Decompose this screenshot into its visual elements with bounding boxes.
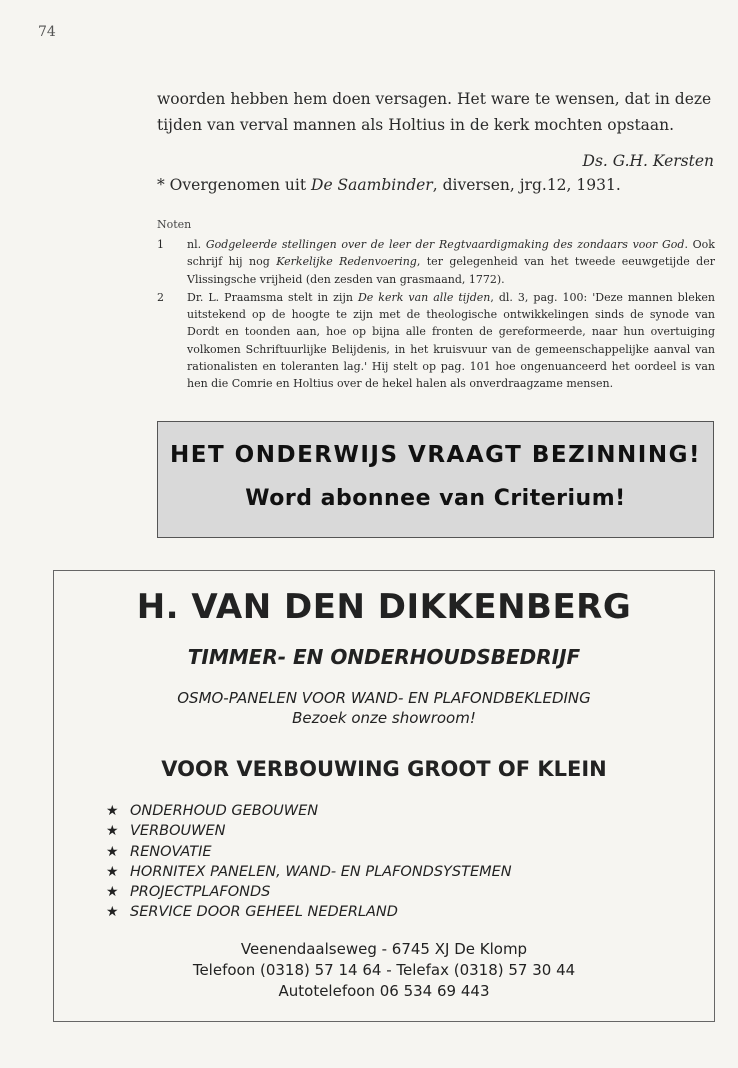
note-text: . Ook schrijf hij nog: [187, 238, 715, 269]
source-note: [157, 176, 621, 194]
banner-headline: HET ONDERWIJS VRAAGT BEZINNING!: [170, 442, 701, 468]
ad-services-list: [106, 801, 512, 923]
service-item: [106, 821, 512, 841]
ad-showroom-line: Bezoek onze showroom!: [292, 709, 476, 727]
note-1: [157, 236, 715, 288]
service-item: [106, 862, 512, 882]
note-number: 2: [157, 290, 164, 304]
ad-phone-fax: Telefoon (0318) 57 14 64 - Telefax (0318) 57 30 44: [192, 961, 576, 979]
page-number: 74: [38, 24, 56, 40]
banner-subscribe-line: Word abonnee van Criterium!: [245, 486, 626, 511]
ad-car-phone: Autotelefoon 06 534 69 443: [278, 982, 490, 1000]
service-item: [106, 902, 512, 922]
criterium-banner: [157, 421, 714, 538]
note-book-title: Godgeleerde stellingen over de leer der Regtvaardigmaking des zondaars voor God: [205, 238, 685, 251]
note-text: , ter gelegenheid van het tweede eeuwgetijde der Vlissingsche vrijheid (den zesden van grasmaand, 1772).: [187, 255, 715, 286]
ad-company-name: H. VAN DEN DIKKENBERG: [136, 587, 632, 627]
note-text: , dl. 3, pag. 100: 'Deze mannen bleken uitstekend op de hoogte te zijn met de theologische ontwikkelingen sinds de synode van Dordt en toonden aan, hoe op bijna alle fronten de gereformeerde, naar hun overtuiging volkomen Schriftuurlijke Belijdenis, in het kruisvuur van de gemeenschappelijke aanval van rationalisten en toleranten lag.' Hij stelt op pag. 101 hoe ongenuanceerd het oordeel is van hen die Comrie en Holtius over de hekel halen als onverdraagzame mensen.: [187, 290, 715, 391]
service-item: [106, 882, 512, 902]
service-label: HORNITEX PANELEN, WAND- EN PLAFONDSYSTEMEN: [130, 863, 512, 880]
service-label: ONDERHOUD GEBOUWEN: [130, 803, 319, 819]
ad-heading: VOOR VERBOUWING GROOT OF KLEIN: [161, 757, 607, 781]
star-icon: ★: [106, 843, 119, 860]
ad-address: Veenendaalseweg - 6745 XJ De Klomp: [240, 940, 528, 958]
ad-tagline: OSMO-PANELEN VOOR WAND- EN PLAFONDBEKLEDING: [177, 689, 591, 707]
source-title: De Saambinder: [311, 176, 433, 194]
star-icon: ★: [106, 863, 119, 880]
star-icon: ★: [106, 823, 119, 840]
article-closing-text: woorden hebben hem doen versagen. Het ware te wensen, dat in deze tijden van verval mannen als Holtius in de kerk mochten opstaan.: [157, 90, 712, 134]
star-icon: ★: [106, 904, 119, 921]
advertisement-box: [53, 570, 715, 1022]
notes-heading: Noten: [157, 218, 192, 231]
source-suffix: , diversen, jrg.12, 1931.: [432, 176, 621, 194]
service-label: RENOVATIE: [130, 843, 212, 860]
ad-subtitle: TIMMER- EN ONDERHOUDSBEDRIJF: [187, 645, 581, 669]
star-icon: ★: [106, 884, 119, 901]
note-text: nl.: [187, 238, 206, 251]
service-label: PROJECTPLAFONDS: [130, 884, 271, 901]
service-label: VERBOUWEN: [130, 823, 226, 840]
service-item: [106, 801, 512, 821]
star-icon: ★: [106, 803, 119, 819]
note-text: Dr. L. Praamsma stelt in zijn: [187, 290, 358, 304]
note-book-title: De kerk van alle tijden: [357, 290, 491, 304]
note-book-title: Kerkelijke Redenvoering: [276, 255, 417, 269]
ad-contact-block: [54, 939, 714, 1002]
note-2: [157, 289, 715, 393]
author-signature: Ds. G.H. Kersten: [582, 152, 714, 170]
notes-list: [157, 236, 715, 394]
service-label: SERVICE DOOR GEHEEL NEDERLAND: [130, 904, 398, 921]
note-number: 1: [157, 238, 164, 251]
service-item: [106, 842, 512, 862]
source-prefix: * Overgenomen uit: [157, 176, 312, 194]
